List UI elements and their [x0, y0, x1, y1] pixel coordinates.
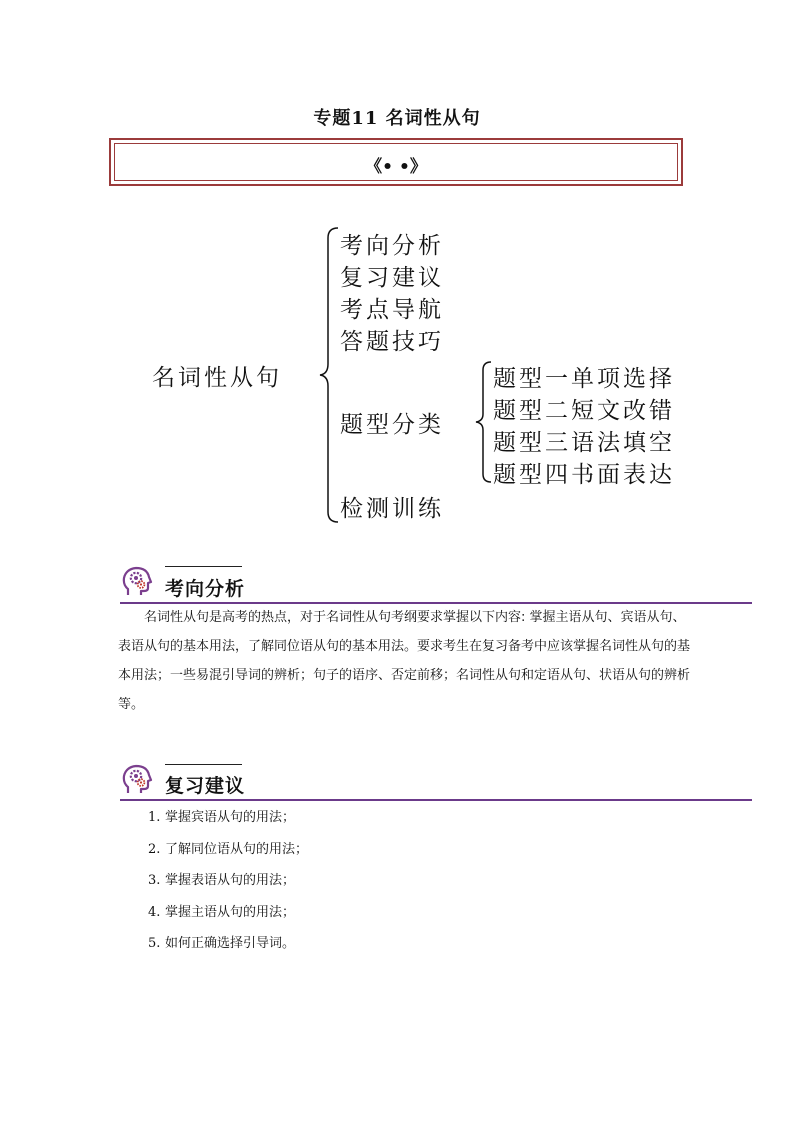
section-heading: 复习建议	[165, 775, 246, 797]
advice-list	[148, 808, 708, 966]
document-title: 专题11 名词性从句	[313, 108, 481, 129]
sub-branch-item: 题型二短文改错	[493, 398, 675, 424]
main-brace	[318, 226, 342, 524]
heading-overline	[165, 764, 242, 765]
list-item	[148, 903, 708, 935]
list-item	[148, 934, 708, 966]
list-item	[148, 871, 708, 903]
item-text: 如何正确选择引导词。	[165, 936, 296, 951]
sub-branch-item: 题型一单项选择	[493, 366, 675, 392]
list-item	[148, 840, 708, 872]
heading-overline	[165, 566, 242, 567]
branch-item: 题型分类	[340, 412, 444, 438]
item-number: 3.	[148, 873, 161, 888]
item-text: 掌握主语从句的用法；	[165, 904, 296, 920]
subtitle-text: 《• •》	[365, 157, 427, 177]
item-number: 2.	[148, 841, 161, 857]
item-number: 4.	[148, 904, 161, 920]
item-number: 1.	[148, 810, 161, 825]
subtitle-frame	[109, 138, 683, 186]
branch-item: 复习建议	[340, 265, 444, 291]
section-heading: 考向分析	[165, 578, 246, 600]
item-text: 掌握表语从句的用法；	[165, 873, 296, 888]
sub-branch-item: 题型三语法填空	[493, 430, 675, 456]
branch-item: 检测训练	[340, 496, 444, 522]
branch-item: 考向分析	[340, 233, 444, 259]
item-text: 掌握宾语从句的用法；	[165, 810, 296, 825]
section-paragraph: 名词性从句是高考的热点，对于名词性从句考纲要求掌握以下内容: 掌握主语从句、宾语从句、表语从句的基本用法，了解同位语从句的基本用法。要求考生在复习备考中应该掌握名词性从句的基本用法；一些易混引导词的辨析；句子的语序、否定前移；名词性从句和定语从句、状语从句的辨析等。	[118, 610, 691, 712]
section-rule	[120, 799, 752, 801]
list-item	[148, 808, 708, 840]
sub-branch-item: 题型四书面表达	[493, 462, 675, 488]
mindmap-root: 名词性从句	[152, 365, 282, 391]
item-number: 5.	[148, 936, 161, 951]
branch-item: 考点导航	[340, 297, 444, 323]
item-text: 了解同位语从句的用法；	[165, 841, 309, 857]
branch-item: 答题技巧	[340, 329, 444, 355]
head-gears-icon	[120, 762, 156, 798]
head-gears-icon	[120, 564, 156, 600]
sub-brace	[474, 360, 494, 484]
